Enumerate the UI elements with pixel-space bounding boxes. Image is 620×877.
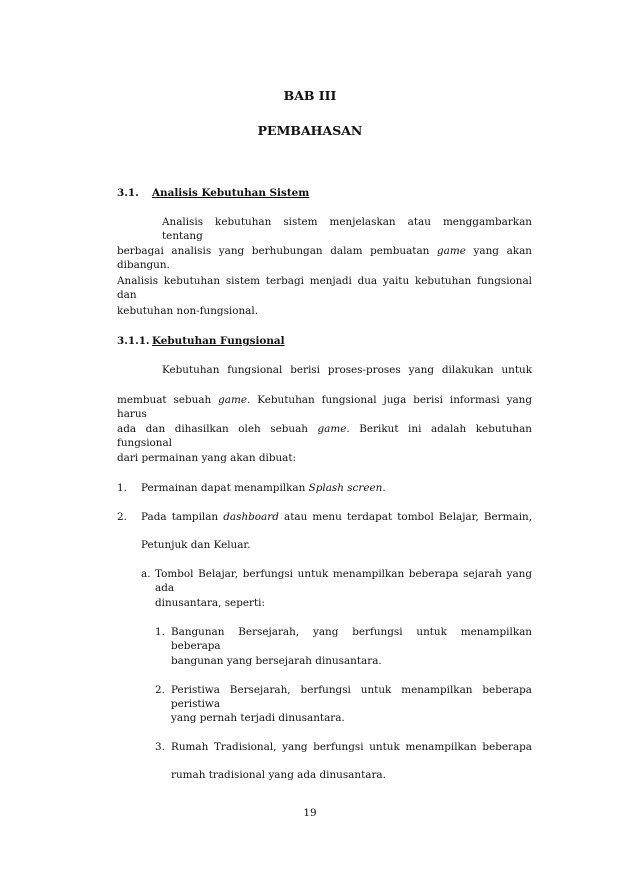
- list-item: Pada tampilan dashboard atau menu terdapat tombol Belajar, Bermain,: [141, 511, 533, 523]
- subsection-title: Kebutuhan Fungsional: [152, 335, 285, 347]
- nested-item: Rumah Tradisional, yang berfungsi untuk menampilkan beberapa: [171, 741, 532, 753]
- nested-item-continuation: rumah tradisional yang ada dinusantara.: [171, 769, 386, 781]
- subsection-number: 3.1.1.: [117, 335, 150, 347]
- subsection-paragraph-line: dari permainan yang akan dibuat:: [117, 452, 297, 464]
- subsection-paragraph-line: Kebutuhan fungsional berisi proses-proses yang dilakukan untuk: [162, 364, 532, 376]
- chapter-title: PEMBAHASAN: [257, 123, 363, 138]
- list-item: Permainan dapat menampilkan Splash screen.: [141, 482, 386, 494]
- nested-item-continuation: yang pernah terjadi dinusantara.: [171, 712, 345, 724]
- section-title: Analisis Kebutuhan Sistem: [152, 187, 310, 199]
- section-paragraph-line: Analisis kebutuhan sistem menjelaskan atau menggambarkan tentang: [162, 216, 532, 242]
- list-item-continuation: Petunjuk dan Keluar.: [141, 539, 251, 551]
- section-paragraph-line: Analisis kebutuhan sistem terbagi menjadi dua yaitu kebutuhan fungsional dan: [117, 275, 532, 301]
- nested-item: Bangunan Bersejarah, yang berfungsi untuk menampilkan beberapa: [171, 626, 532, 652]
- nested-item-continuation: bangunan yang bersejarah dinusantara.: [171, 655, 382, 667]
- nested-item-number: 2.: [155, 684, 165, 696]
- section-paragraph-line: berbagai analisis yang berhubungan dalam pembuatan game yang akan dibangun.: [117, 245, 532, 271]
- sublist-item-continuation: dinusantara, seperti:: [155, 597, 265, 609]
- list-item-number: 2.: [117, 511, 127, 523]
- sublist-item: Tombol Belajar, berfungsi untuk menampilkan beberapa sejarah yang ada: [155, 568, 532, 594]
- subsection-paragraph-line: ada dan dihasilkan oleh sebuah game. Berikut ini adalah kebutuhan fungsional: [117, 423, 532, 449]
- section-paragraph-line: kebutuhan non-fungsional.: [117, 305, 258, 317]
- section-number: 3.1.: [117, 187, 139, 199]
- nested-item-number: 1.: [155, 626, 165, 638]
- page-number: 19: [303, 807, 317, 819]
- sublist-label: a.: [141, 568, 151, 580]
- nested-item-number: 3.: [155, 741, 165, 753]
- list-item-number: 1.: [117, 482, 127, 494]
- subsection-paragraph-line: membuat sebuah game. Kebutuhan fungsional juga berisi informasi yang harus: [117, 394, 533, 420]
- nested-item: Peristiwa Bersejarah, berfungsi untuk menampilkan beberapa peristiwa: [171, 684, 532, 710]
- chapter-number: BAB III: [283, 88, 337, 103]
